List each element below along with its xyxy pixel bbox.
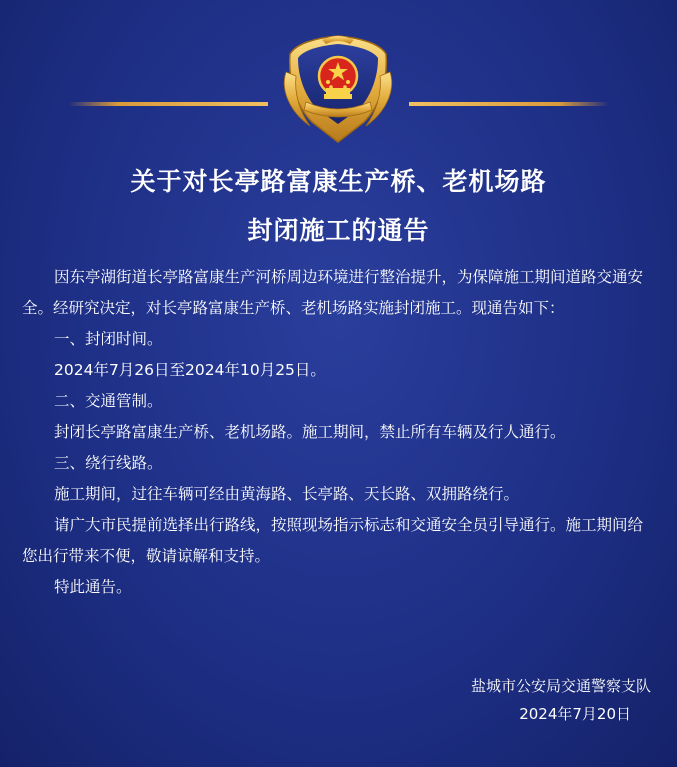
intro-paragraph: 因东亭湖街道长亭路富康生产河桥周边环境进行整治提升，为保障施工期间道路交通安全。经研究决定，对长亭路富康生产桥、老机场路实施封闭施工。现通告如下：	[22, 268, 644, 317]
section-2-heading: 二、交通管制。	[54, 392, 163, 410]
right-gold-rule	[409, 102, 609, 106]
police-emblem-icon	[276, 32, 400, 148]
signature-date: 2024年7月20日	[519, 705, 631, 723]
appeal-paragraph: 请广大市民提前选择出行路线，按照现场指示标志和交通安全员引导通行。施工期间给您出行带来不便，敬请谅解和支持。	[22, 516, 644, 565]
signature-organization: 盐城市公安局交通警察支队	[470, 677, 651, 695]
left-gold-rule	[68, 102, 268, 106]
section-3-text: 施工期间，过往车辆可经由黄海路、长亭路、天长路、双拥路绕行。	[54, 485, 520, 503]
section-3-heading: 三、绕行线路。	[54, 454, 163, 472]
notice-body	[22, 262, 658, 603]
header	[0, 0, 677, 150]
notice-title-line-1: 关于对长亭路富康生产桥、老机场路	[130, 167, 547, 196]
section-2-text: 封闭长亭路富康生产桥、老机场路。施工期间，禁止所有车辆及行人通行。	[54, 423, 566, 441]
section-1-heading: 一、封闭时间。	[54, 330, 163, 348]
notice-title-line-2: 封闭施工的通告	[247, 216, 430, 245]
closing-text: 特此通告。	[54, 578, 132, 596]
section-1-text: 2024年7月26日至2024年10月25日。	[54, 361, 326, 379]
